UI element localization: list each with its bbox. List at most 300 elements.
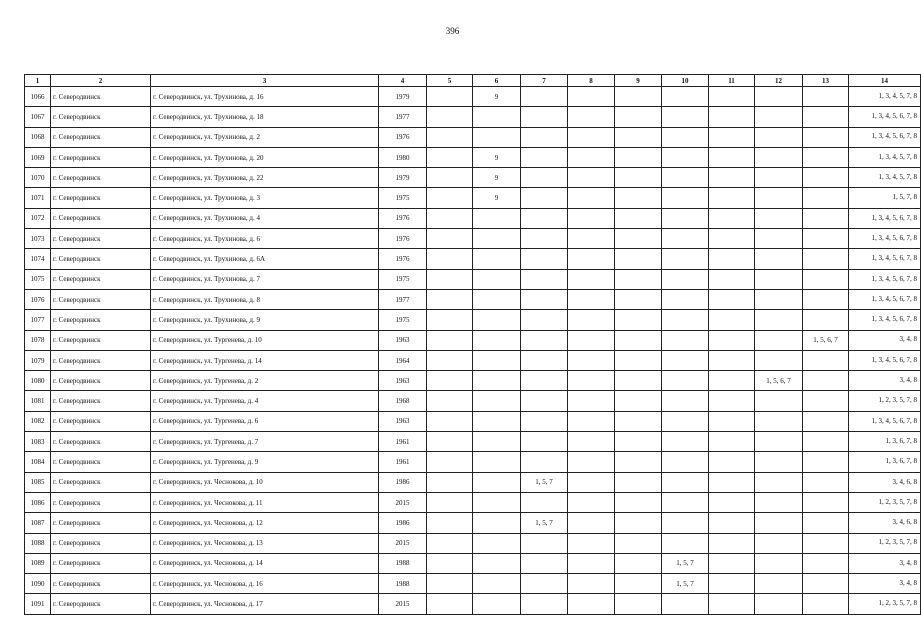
table-row (25, 371, 921, 391)
cell-col-10 (662, 391, 709, 411)
table-row (25, 492, 921, 512)
cell-col-11 (709, 594, 755, 614)
cell-col-2: г. Северодвинск (51, 249, 151, 269)
cell-col-5 (427, 269, 473, 289)
cell-col-4: 1980 (379, 147, 427, 167)
cell-col-7 (521, 147, 568, 167)
cell-col-8 (568, 472, 615, 492)
cell-col-11 (709, 371, 755, 391)
cell-col-4: 1961 (379, 432, 427, 452)
cell-col-9 (615, 229, 662, 249)
cell-col-14 (849, 411, 921, 431)
cell-col-10 (662, 594, 709, 614)
cell-col-3: г. Северодвинск, ул. Трухинова, д. 9 (151, 310, 379, 330)
cell-col-12 (755, 574, 803, 594)
cell-col-8 (568, 594, 615, 614)
table-row (25, 513, 921, 533)
cell-col-4: 1976 (379, 249, 427, 269)
cell-col-13 (803, 350, 849, 370)
column-header-8: 8 (568, 75, 615, 87)
cell-col-10 (662, 127, 709, 147)
cell-col-11 (709, 208, 755, 228)
cell-col-6 (473, 127, 521, 147)
cell-col-14 (849, 168, 921, 188)
cell-col-13 (803, 87, 849, 107)
cell-col-14-text: 1, 3, 4, 5, 6, 7, 8 (871, 294, 917, 303)
cell-col-13 (803, 492, 849, 512)
table-row (25, 229, 921, 249)
cell-col-7 (521, 310, 568, 330)
cell-col-8 (568, 432, 615, 452)
cell-col-10 (662, 350, 709, 370)
cell-col-11 (709, 411, 755, 431)
cell-col-6: 9 (473, 168, 521, 188)
cell-col-2: г. Северодвинск (51, 472, 151, 492)
cell-col-14 (849, 350, 921, 370)
table-row (25, 107, 921, 127)
cell-col-14 (849, 452, 921, 472)
cell-col-4: 1979 (379, 87, 427, 107)
cell-col-10 (662, 107, 709, 127)
cell-col-5 (427, 168, 473, 188)
column-header-11: 11 (709, 75, 755, 87)
cell-col-9 (615, 269, 662, 289)
cell-col-9 (615, 87, 662, 107)
cell-col-10 (662, 188, 709, 208)
cell-col-4: 1976 (379, 208, 427, 228)
cell-col-12 (755, 289, 803, 309)
cell-col-7 (521, 574, 568, 594)
cell-col-12 (755, 472, 803, 492)
cell-col-3: г. Северодвинск, ул. Трухинова, д. 2 (151, 127, 379, 147)
cell-col-1: 1085 (25, 472, 51, 492)
column-header-4: 4 (379, 75, 427, 87)
cell-col-12 (755, 87, 803, 107)
cell-col-14 (849, 492, 921, 512)
cell-col-2: г. Северодвинск (51, 492, 151, 512)
cell-col-1: 1067 (25, 107, 51, 127)
cell-col-2: г. Северодвинск (51, 452, 151, 472)
cell-col-2: г. Северодвинск (51, 574, 151, 594)
table-row (25, 452, 921, 472)
cell-col-13 (803, 269, 849, 289)
cell-col-14 (849, 513, 921, 533)
cell-col-13 (803, 107, 849, 127)
cell-col-9 (615, 432, 662, 452)
cell-col-14 (849, 249, 921, 269)
cell-col-12 (755, 168, 803, 188)
cell-col-9 (615, 391, 662, 411)
cell-col-10 (662, 269, 709, 289)
cell-col-4: 1977 (379, 107, 427, 127)
cell-col-10 (662, 533, 709, 553)
cell-col-6 (473, 533, 521, 553)
cell-col-14 (849, 208, 921, 228)
cell-col-6 (473, 289, 521, 309)
cell-col-9 (615, 553, 662, 573)
cell-col-11 (709, 188, 755, 208)
cell-col-11 (709, 553, 755, 573)
cell-col-8 (568, 229, 615, 249)
cell-col-10 (662, 147, 709, 167)
cell-col-1: 1079 (25, 350, 51, 370)
cell-col-14 (849, 310, 921, 330)
table-row (25, 350, 921, 370)
cell-col-8 (568, 533, 615, 553)
cell-col-8 (568, 411, 615, 431)
cell-col-4: 1961 (379, 452, 427, 472)
cell-col-13 (803, 472, 849, 492)
cell-col-4: 1988 (379, 574, 427, 594)
cell-col-6: 9 (473, 147, 521, 167)
cell-col-5 (427, 553, 473, 573)
cell-col-1: 1070 (25, 168, 51, 188)
cell-col-2: г. Северодвинск (51, 269, 151, 289)
cell-col-12 (755, 391, 803, 411)
cell-col-1: 1077 (25, 310, 51, 330)
cell-col-4: 1976 (379, 127, 427, 147)
cell-col-12 (755, 107, 803, 127)
cell-col-7 (521, 411, 568, 431)
cell-col-4: 1964 (379, 350, 427, 370)
cell-col-14-text: 1, 3, 4, 5, 6, 7, 8 (871, 254, 917, 263)
cell-col-6: 9 (473, 188, 521, 208)
column-header-2: 2 (51, 75, 151, 87)
cell-col-13 (803, 411, 849, 431)
cell-col-8 (568, 391, 615, 411)
cell-col-12: 1, 5, 6, 7 (755, 371, 803, 391)
cell-col-4: 1976 (379, 229, 427, 249)
cell-col-11 (709, 330, 755, 350)
page-number: 396 (445, 26, 460, 36)
cell-col-8 (568, 107, 615, 127)
cell-col-11 (709, 472, 755, 492)
cell-col-3: г. Северодвинск, ул. Трухинова, д. 6А (151, 249, 379, 269)
cell-col-3: г. Северодвинск, ул. Чеснокова, д. 10 (151, 472, 379, 492)
cell-col-6 (473, 391, 521, 411)
cell-col-3: г. Северодвинск, ул. Тургенева, д. 10 (151, 330, 379, 350)
cell-col-6 (473, 310, 521, 330)
cell-col-5 (427, 350, 473, 370)
cell-col-10 (662, 492, 709, 512)
cell-col-6 (473, 249, 521, 269)
cell-col-14-text: 3, 4, 8 (899, 335, 917, 344)
cell-col-2: г. Северодвинск (51, 208, 151, 228)
cell-col-5 (427, 249, 473, 269)
cell-col-1: 1088 (25, 533, 51, 553)
cell-col-3: г. Северодвинск, ул. Тургенева, д. 6 (151, 411, 379, 431)
cell-col-5 (427, 472, 473, 492)
table-row (25, 127, 921, 147)
cell-col-1: 1083 (25, 432, 51, 452)
cell-col-1: 1074 (25, 249, 51, 269)
cell-col-12 (755, 208, 803, 228)
cell-col-14 (849, 391, 921, 411)
cell-col-14 (849, 533, 921, 553)
cell-col-9 (615, 533, 662, 553)
cell-col-5 (427, 533, 473, 553)
cell-col-8 (568, 492, 615, 512)
cell-col-14 (849, 371, 921, 391)
cell-col-14-text: 3, 4, 8 (899, 579, 917, 588)
cell-col-1: 1089 (25, 553, 51, 573)
cell-col-13 (803, 229, 849, 249)
cell-col-7 (521, 350, 568, 370)
cell-col-5 (427, 87, 473, 107)
cell-col-5 (427, 127, 473, 147)
cell-col-1: 1072 (25, 208, 51, 228)
cell-col-9 (615, 188, 662, 208)
cell-col-4: 1979 (379, 168, 427, 188)
cell-col-3: г. Северодвинск, ул. Чеснокова, д. 17 (151, 594, 379, 614)
cell-col-12 (755, 452, 803, 472)
cell-col-13 (803, 513, 849, 533)
cell-col-1: 1068 (25, 127, 51, 147)
cell-col-11 (709, 533, 755, 553)
cell-col-14-text: 1, 3, 4, 5, 6, 7, 8 (871, 112, 917, 121)
cell-col-13: 1, 5, 6, 7 (803, 330, 849, 350)
cell-col-4: 1968 (379, 391, 427, 411)
cell-col-14 (849, 432, 921, 452)
cell-col-3: г. Северодвинск, ул. Тургенева, д. 2 (151, 371, 379, 391)
cell-col-2: г. Северодвинск (51, 127, 151, 147)
cell-col-12 (755, 350, 803, 370)
cell-col-4: 1963 (379, 330, 427, 350)
cell-col-7 (521, 87, 568, 107)
cell-col-13 (803, 371, 849, 391)
cell-col-5 (427, 229, 473, 249)
cell-col-12 (755, 229, 803, 249)
cell-col-9 (615, 168, 662, 188)
cell-col-5 (427, 411, 473, 431)
cell-col-14 (849, 574, 921, 594)
cell-col-2: г. Северодвинск (51, 513, 151, 533)
cell-col-2: г. Северодвинск (51, 147, 151, 167)
cell-col-14 (849, 472, 921, 492)
cell-col-13 (803, 533, 849, 553)
table-body (25, 87, 921, 615)
cell-col-14 (849, 147, 921, 167)
cell-col-5 (427, 452, 473, 472)
cell-col-14-text: 1, 3, 4, 5, 6, 7, 8 (871, 132, 917, 141)
cell-col-6 (473, 492, 521, 512)
cell-col-5 (427, 391, 473, 411)
cell-col-7 (521, 594, 568, 614)
cell-col-2: г. Северодвинск (51, 533, 151, 553)
cell-col-5 (427, 513, 473, 533)
cell-col-6: 9 (473, 87, 521, 107)
cell-col-9 (615, 452, 662, 472)
cell-col-8 (568, 371, 615, 391)
cell-col-6 (473, 371, 521, 391)
cell-col-12 (755, 249, 803, 269)
register-table (24, 74, 921, 615)
cell-col-2: г. Северодвинск (51, 107, 151, 127)
cell-col-10 (662, 289, 709, 309)
cell-col-11 (709, 492, 755, 512)
cell-col-10 (662, 452, 709, 472)
cell-col-12 (755, 432, 803, 452)
cell-col-5 (427, 310, 473, 330)
cell-col-3: г. Северодвинск, ул. Трухинова, д. 22 (151, 168, 379, 188)
cell-col-10 (662, 371, 709, 391)
cell-col-6 (473, 513, 521, 533)
cell-col-5 (427, 371, 473, 391)
cell-col-14-text: 1, 3, 4, 5, 6, 7, 8 (871, 274, 917, 283)
cell-col-7 (521, 391, 568, 411)
cell-col-5 (427, 188, 473, 208)
cell-col-3: г. Северодвинск, ул. Трухинова, д. 3 (151, 188, 379, 208)
cell-col-9 (615, 594, 662, 614)
cell-col-10: 1, 5, 7 (662, 574, 709, 594)
cell-col-7 (521, 269, 568, 289)
cell-col-13 (803, 553, 849, 573)
cell-col-11 (709, 168, 755, 188)
table-row (25, 411, 921, 431)
cell-col-7 (521, 553, 568, 573)
cell-col-10 (662, 330, 709, 350)
cell-col-14-text: 1, 2, 3, 5, 7, 8 (878, 538, 917, 547)
cell-col-11 (709, 289, 755, 309)
cell-col-1: 1090 (25, 574, 51, 594)
cell-col-7 (521, 371, 568, 391)
cell-col-14-text: 1, 3, 4, 5, 6, 7, 8 (871, 355, 917, 364)
cell-col-14-text: 3, 4, 8 (899, 376, 917, 385)
cell-col-12 (755, 188, 803, 208)
cell-col-5 (427, 574, 473, 594)
cell-col-2: г. Северодвинск (51, 229, 151, 249)
cell-col-14 (849, 289, 921, 309)
cell-col-6 (473, 553, 521, 573)
column-header-10: 10 (662, 75, 709, 87)
cell-col-13 (803, 208, 849, 228)
table-row (25, 168, 921, 188)
cell-col-9 (615, 330, 662, 350)
cell-col-14-text: 3, 4, 6, 8 (892, 477, 917, 486)
cell-col-12 (755, 533, 803, 553)
cell-col-10 (662, 513, 709, 533)
cell-col-7 (521, 289, 568, 309)
cell-col-13 (803, 127, 849, 147)
cell-col-1: 1075 (25, 269, 51, 289)
cell-col-4: 2015 (379, 533, 427, 553)
cell-col-10 (662, 310, 709, 330)
cell-col-14-text: 1, 2, 3, 5, 7, 8 (878, 599, 917, 608)
cell-col-6 (473, 350, 521, 370)
cell-col-9 (615, 127, 662, 147)
cell-col-8 (568, 188, 615, 208)
cell-col-5 (427, 492, 473, 512)
cell-col-8 (568, 513, 615, 533)
cell-col-4: 1963 (379, 411, 427, 431)
cell-col-10 (662, 432, 709, 452)
cell-col-14 (849, 127, 921, 147)
cell-col-8 (568, 310, 615, 330)
cell-col-8 (568, 168, 615, 188)
cell-col-13 (803, 594, 849, 614)
cell-col-10: 1, 5, 7 (662, 553, 709, 573)
cell-col-1: 1078 (25, 330, 51, 350)
cell-col-6 (473, 452, 521, 472)
cell-col-13 (803, 310, 849, 330)
cell-col-9 (615, 472, 662, 492)
cell-col-7 (521, 492, 568, 512)
cell-col-7 (521, 208, 568, 228)
cell-col-12 (755, 513, 803, 533)
cell-col-2: г. Северодвинск (51, 188, 151, 208)
cell-col-2: г. Северодвинск (51, 330, 151, 350)
cell-col-4: 1963 (379, 371, 427, 391)
cell-col-12 (755, 492, 803, 512)
cell-col-1: 1071 (25, 188, 51, 208)
cell-col-10 (662, 472, 709, 492)
cell-col-8 (568, 553, 615, 573)
cell-col-10 (662, 87, 709, 107)
cell-col-7 (521, 168, 568, 188)
cell-col-12 (755, 553, 803, 573)
cell-col-7: 1, 5, 7 (521, 472, 568, 492)
cell-col-13 (803, 574, 849, 594)
cell-col-3: г. Северодвинск, ул. Трухинова, д. 18 (151, 107, 379, 127)
cell-col-4: 1975 (379, 188, 427, 208)
cell-col-4: 1977 (379, 289, 427, 309)
table-row (25, 553, 921, 573)
cell-col-9 (615, 249, 662, 269)
cell-col-11 (709, 87, 755, 107)
column-header-6: 6 (473, 75, 521, 87)
cell-col-8 (568, 289, 615, 309)
cell-col-3: г. Северодвинск, ул. Трухинова, д. 20 (151, 147, 379, 167)
cell-col-2: г. Северодвинск (51, 350, 151, 370)
cell-col-1: 1084 (25, 452, 51, 472)
cell-col-11 (709, 107, 755, 127)
cell-col-4: 1975 (379, 269, 427, 289)
cell-col-9 (615, 107, 662, 127)
cell-col-12 (755, 594, 803, 614)
cell-col-3: г. Северодвинск, ул. Тургенева, д. 14 (151, 350, 379, 370)
cell-col-7 (521, 452, 568, 472)
cell-col-6 (473, 269, 521, 289)
cell-col-3: г. Северодвинск, ул. Тургенева, д. 4 (151, 391, 379, 411)
cell-col-5 (427, 208, 473, 228)
cell-col-11 (709, 574, 755, 594)
table-row (25, 289, 921, 309)
cell-col-14 (849, 229, 921, 249)
cell-col-4: 1986 (379, 513, 427, 533)
table-row (25, 208, 921, 228)
cell-col-7 (521, 127, 568, 147)
cell-col-3: г. Северодвинск, ул. Чеснокова, д. 12 (151, 513, 379, 533)
cell-col-5 (427, 289, 473, 309)
column-header-7: 7 (521, 75, 568, 87)
table-row (25, 472, 921, 492)
cell-col-6 (473, 594, 521, 614)
cell-col-5 (427, 107, 473, 127)
cell-col-14 (849, 594, 921, 614)
cell-col-9 (615, 147, 662, 167)
cell-col-7 (521, 330, 568, 350)
cell-col-10 (662, 249, 709, 269)
cell-col-5 (427, 330, 473, 350)
cell-col-8 (568, 127, 615, 147)
cell-col-14-text: 3, 4, 8 (899, 558, 917, 567)
cell-col-14 (849, 269, 921, 289)
cell-col-2: г. Северодвинск (51, 87, 151, 107)
cell-col-3: г. Северодвинск, ул. Тургенева, д. 9 (151, 452, 379, 472)
table-row (25, 269, 921, 289)
cell-col-7 (521, 229, 568, 249)
cell-col-11 (709, 391, 755, 411)
